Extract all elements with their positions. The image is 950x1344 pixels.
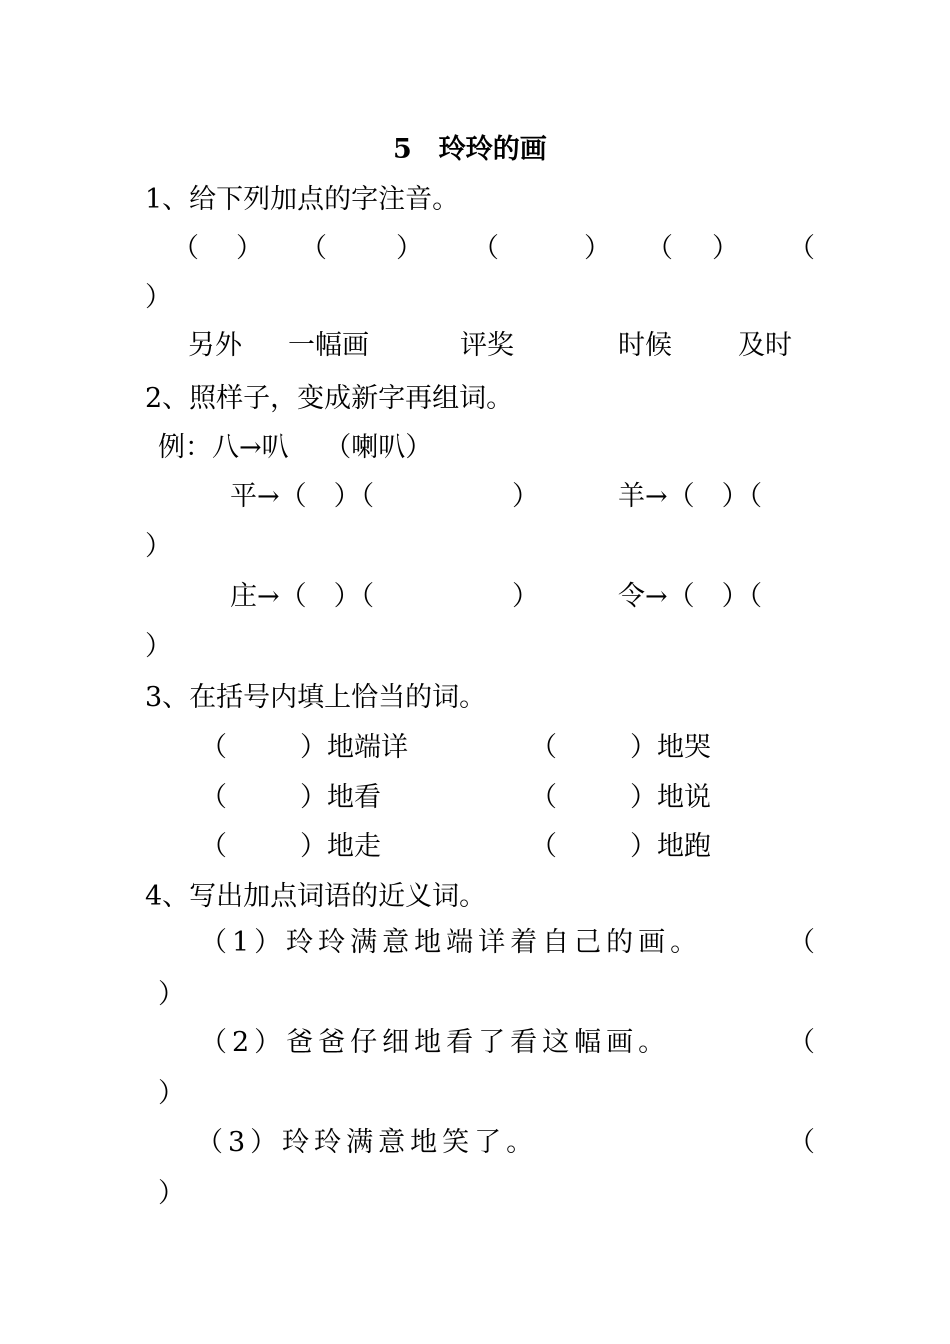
- q2-row2-right: 令→（ ）（: [618, 581, 763, 612]
- q3-item6-close: ）地跑: [630, 831, 711, 862]
- q4-sentence-1-open: （: [788, 927, 815, 958]
- q1-blank-open-3: （: [472, 233, 499, 264]
- q2-row2-left: 庄→（ ）（: [230, 581, 375, 612]
- q3-item5-close: ）地走: [300, 831, 381, 862]
- q1-word-4: 时候: [618, 330, 672, 361]
- q1-word-5: 及时: [738, 330, 792, 361]
- q3-heading: 3、在括号内填上恰当的词。: [145, 682, 487, 713]
- q3-item5-open: （: [200, 831, 227, 862]
- q2-heading: 2、照样子，变成新字再组词。: [145, 383, 514, 414]
- q1-blank-close-2: ）: [396, 233, 423, 264]
- q1-blank-open-2: （: [300, 233, 327, 264]
- q4-sentence-3-open: （: [788, 1127, 815, 1158]
- q1-word-3: 评奖: [460, 330, 514, 361]
- q1-blank-close-5: ）: [145, 282, 172, 313]
- q4-sentence-1: （1）玲玲满意地端详着自己的画。: [200, 927, 703, 958]
- q1-heading: 1、给下列加点的字注音。: [145, 184, 460, 215]
- q4-sentence-3-close: ）: [158, 1178, 185, 1209]
- q3-item1-open: （: [200, 732, 227, 763]
- q4-sentence-3: （3）玲玲满意地笑了。: [196, 1127, 539, 1158]
- q3-item2-close: ）地哭: [630, 732, 711, 763]
- q2-row1-right: 羊→（ ）（: [618, 481, 763, 512]
- q4-sentence-2-close: ）: [158, 1078, 185, 1109]
- q1-blank-close-1: ）: [236, 233, 263, 264]
- q3-item4-open: （: [530, 782, 557, 813]
- q1-word-1: 另外: [188, 330, 242, 361]
- q2-example: 例：八→叭 （喇叭）: [158, 432, 433, 463]
- q3-item3-close: ）地看: [300, 782, 381, 813]
- q2-row2-tail: ）: [145, 631, 172, 662]
- q1-blank-open-1: （: [172, 233, 199, 264]
- q3-item3-open: （: [200, 782, 227, 813]
- q4-sentence-2-open: （: [788, 1027, 815, 1058]
- q1-blank-close-3: ）: [584, 233, 611, 264]
- q3-item2-open: （: [530, 732, 557, 763]
- q3-item6-open: （: [530, 831, 557, 862]
- q4-sentence-1-close: ）: [158, 979, 185, 1010]
- page-title: 5 玲玲的画: [393, 134, 547, 165]
- q2-row1-tail: ）: [145, 531, 172, 562]
- q2-row1-left: 平→（ ）（: [230, 481, 375, 512]
- q1-blank-open-5: （: [788, 233, 815, 264]
- q3-item4-close: ）地说: [630, 782, 711, 813]
- q2-row1-mid-close: ）: [512, 481, 539, 512]
- q1-word-2: 一幅画: [288, 330, 369, 361]
- q4-heading: 4、写出加点词语的近义词。: [145, 881, 487, 912]
- q1-blank-close-4: ）: [712, 233, 739, 264]
- q4-sentence-2: （2）爸爸仔细地看了看这幅画。: [200, 1027, 671, 1058]
- q1-blank-open-4: （: [646, 233, 673, 264]
- q3-item1-close: ）地端详: [300, 732, 408, 763]
- q2-row2-mid-close: ）: [512, 581, 539, 612]
